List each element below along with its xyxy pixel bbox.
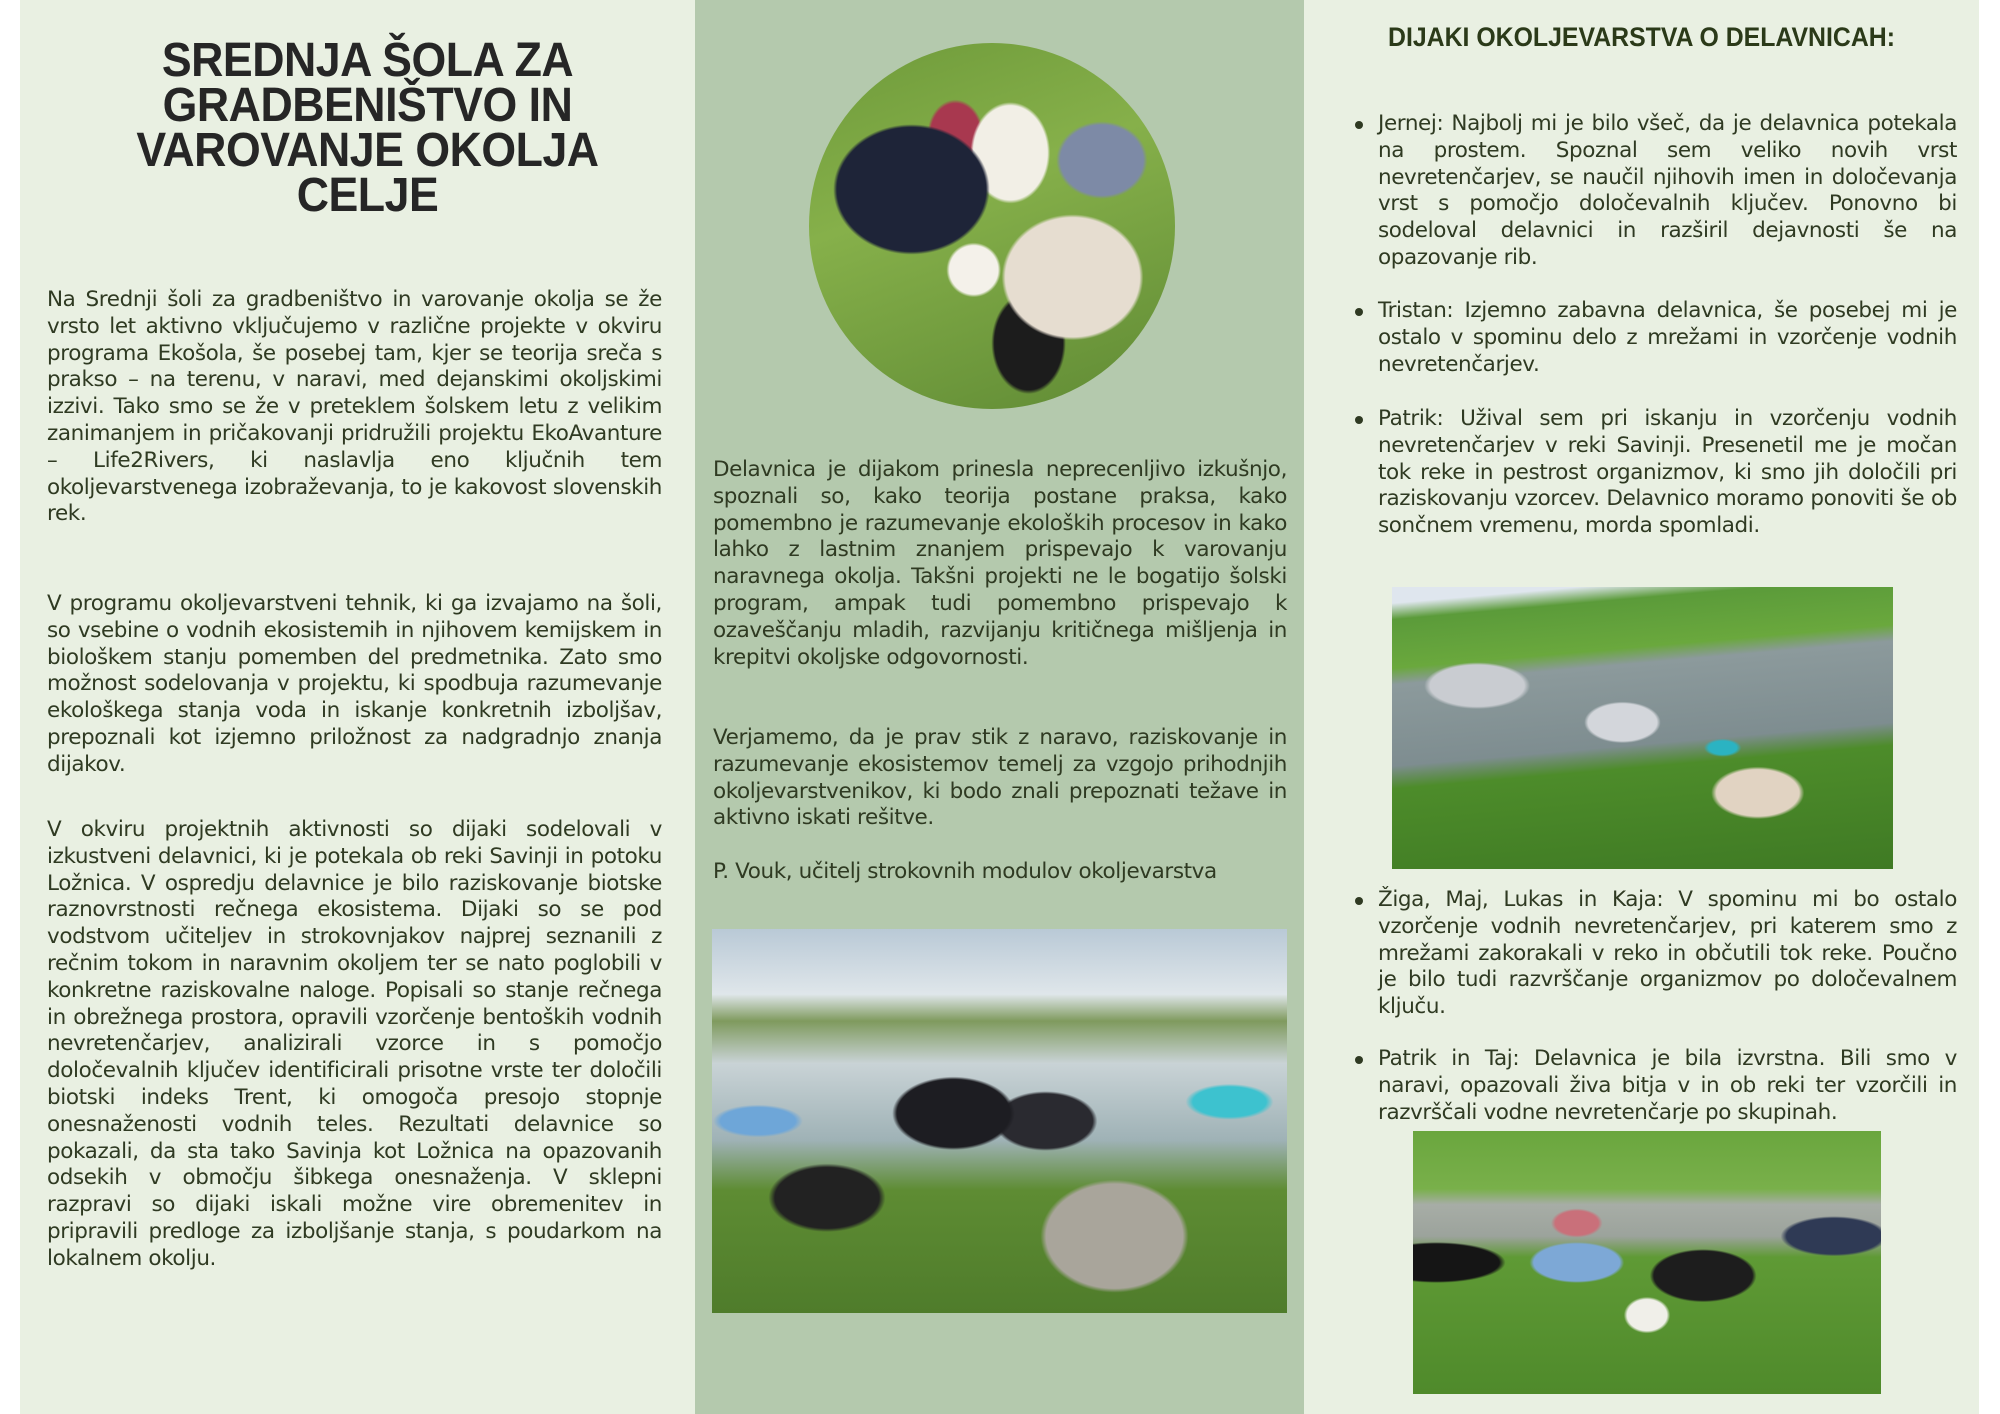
bullet-icon: [1355, 1056, 1363, 1064]
page-title: SREDNJA ŠOLA ZA GRADBENIŠTVO IN VAROVANJE OKOLJA CELJE: [136, 34, 599, 222]
intro-paragraph: Na Srednji šoli za gradbeništvo in varovanje okolja se že vrsto let aktivno vključujemo v različne projekte v okviru programa Ekošola, še posebej tam, kjer se teorija sreča s prakso – na terenu, v naravi, med dejanskimi okoljskimi izzivi. Tako smo se že v preteklem šolskem letu z velikim zanimanjem in pričakovanji pridružili projektu EkoAvanture – Life2Rivers, ki naslavlja eno ključnih tem okoljevarstvenega izobraževanja, to je kakovost slovenskih rek.: [47, 287, 662, 527]
bullet-icon: [1355, 416, 1363, 424]
program-paragraph: V programu okoljevarstveni tehnik, ki ga izvajamo na šoli, so vsebine o vodnih ekosistemih in njihovem kemijskem in biološkem stanju pomemben del predmetnika. Zato smo možnost sodelovanja v projektu, ki spodbuja razumevanje ekološkega stanja voda in iskanje konkretnih izboljšav, prepoznali kot izjemno priložnost za nadgradnjo znanja dijakov.: [47, 591, 662, 777]
testimonial-text: Jernej: Najbolj mi je bilo všeč, da je delavnica potekala na prostem. Spoznal sem veliko novih vrst nevretenčarjev, se naučil njihovih imen in določevanja vrst s pomočjo določevalnih ključev. Ponovno bi sodeloval delavnici in razširil dejavnosti še na opazovanje rib.: [1378, 111, 1957, 270]
students-at-riverbank-photo: [1392, 587, 1893, 869]
testimonial-text: Patrik in Taj: Delavnica je bila izvrstna. Bili smo v naravi, opazovali živa bitja v in ob reki ter vzorčili in razvrščali vodne nevretenčarje po skupinah.: [1378, 1046, 1957, 1125]
middle-panel: [695, 0, 1304, 1414]
bullet-icon: [1355, 897, 1363, 905]
students-sorting-samples-photo: [1413, 1131, 1881, 1394]
group-by-river-photo: [712, 929, 1287, 1313]
testimonials-heading: DIJAKI OKOLJEVARSTVA O DELAVNICAH:: [1388, 22, 1895, 52]
bullet-icon: [1355, 121, 1363, 129]
students-examining-sample-photo: [809, 43, 1175, 409]
bullet-icon: [1355, 308, 1363, 316]
testimonial-text: Tristan: Izjemno zabavna delavnica, še posebej mi je ostalo v spominu delo z mrežami in vzorčenje vodnih nevretenčarjev.: [1378, 298, 1957, 377]
left-panel: [20, 0, 695, 1414]
workshop-outcome-paragraph: Delavnica je dijakom prinesla neprecenljivo izkušnjo, spoznali so, kako teorija postane praksa, kako pomembno je razumevanje ekoloških procesov in kako lahko z lastnim znanjem prispevajo k varovanju naravnega okolja. Takšni projekti ne le bogatijo šolski program, ampak tudi pomembno prispevajo k ozaveščanju mladih, razvijanju kritičnega mišljenja in krepitvi okoljske odgovornosti.: [713, 457, 1287, 670]
belief-paragraph: Verjamemo, da je prav stik z naravo, raziskovanje in razumevanje ekosistemov temelj za vzgojo prihodnjih okoljevarstvenikov, ki bodo znali prepoznati težave in aktivno iskati rešitve.: [713, 725, 1287, 831]
testimonial-text: Žiga, Maj, Lukas in Kaja: V spominu mi bo ostalo vzorčenje vodnih nevretenčarjev, pri katerem smo z mrežami zakorakali v reko in občutili tok reke. Poučno je bilo tudi razvrščanje organizmov po določevalnem ključu.: [1378, 887, 1957, 1020]
signature: P. Vouk, učitelj strokovnih modulov okoljevarstva: [713, 859, 1217, 884]
right-panel: [1304, 0, 1979, 1414]
workshop-paragraph: V okviru projektnih aktivnosti so dijaki sodelovali v izkustveni delavnici, ki je potekala ob reki Savinji in potoku Ložnica. V ospredju delavnice je bilo raziskovanje biotske raznovrstnosti rečnega ekosistema. Dijaki so se pod vodstvom učiteljev in strokovnjakov najprej seznanili z rečnim tokom in naravnim okoljem ter se nato poglobili v konkretne raziskovalne naloge. Popisali so stanje rečnega in obrežnega prostora, opravili vzorčenje bentoških vodnih nevretenčarjev, analizirali vzorce in s pomočjo določevalnih ključev identificirali prisotne vrste ter določili biotski indeks Trent, ki omogoča presojo stopnje onesnaženosti vodnih teles. Rezultati delavnice so pokazali, da sta tako Savinja kot Ložnica na opazovanih odsekih v območju šibkega onesnaženja. V sklepni razpravi so dijaki iskali možne vire obremenitev in pripravili predloge za izboljšanje stanja, s poudarkom na lokalnem okolju.: [47, 817, 662, 1271]
testimonial-text: Patrik: Užival sem pri iskanju in vzorčenju vodnih nevretenčarjev v reki Savinji. Presenetil me je močan tok reke in pestrost organizmov, ki smo jih določili pri raziskovanju vzorcev. Delavnico moramo ponoviti še ob sončnem vremenu, morda spomladi.: [1378, 406, 1957, 539]
